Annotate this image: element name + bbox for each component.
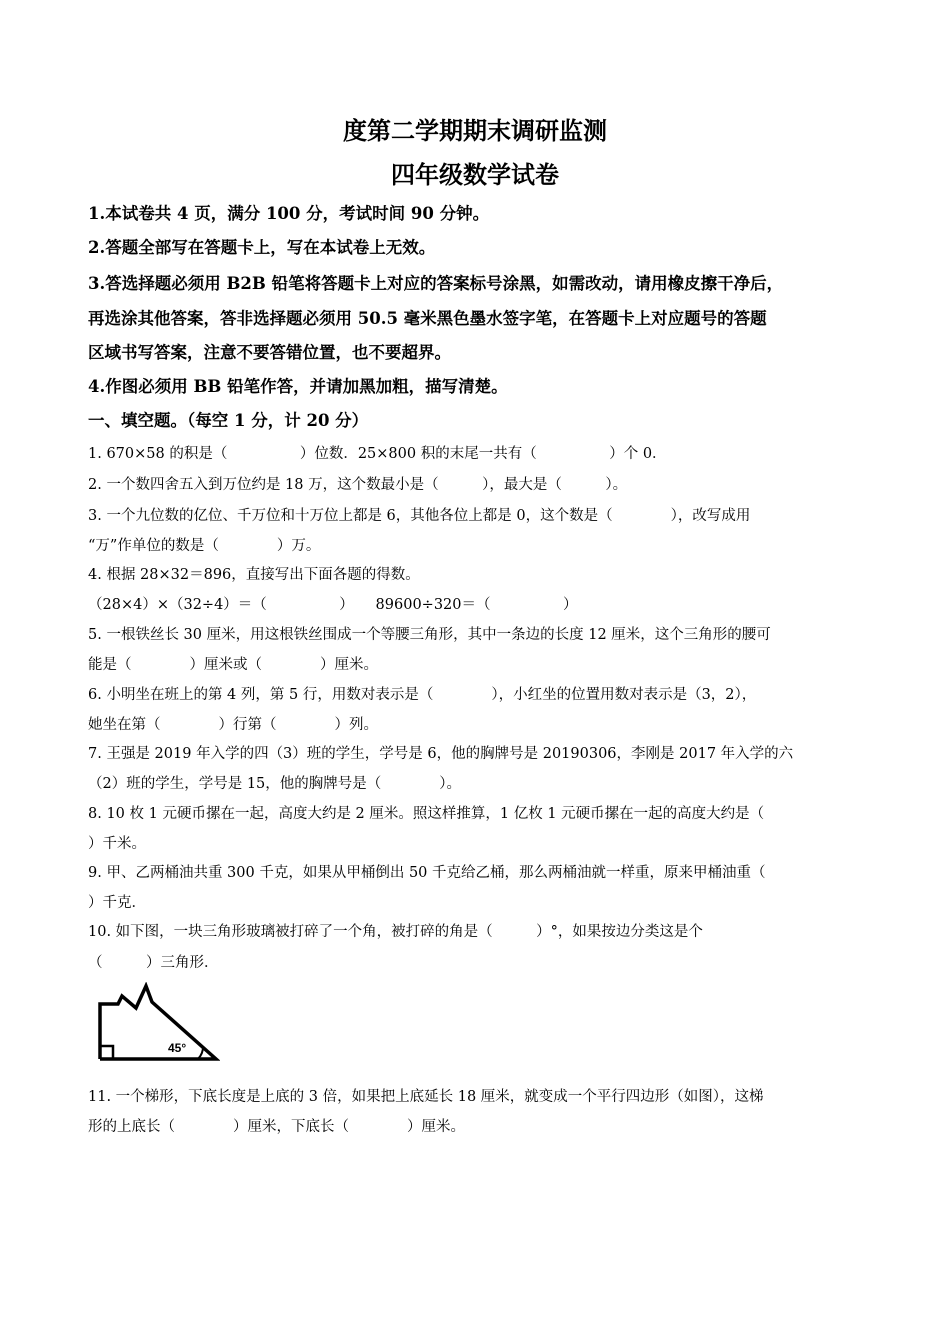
section-heading: 一、填空题。（每空 1 分，计 20 分） xyxy=(88,411,369,430)
question-5: 5. 一根铁丝长 30 厘米，用这根铁丝围成一个等腰三角形，其中一条边的长度 12 厘米，这个三角形的腰可 xyxy=(88,627,771,643)
question-9-cont: ）千克． xyxy=(88,895,146,911)
instruction-3-cont: 再选涂其他答案，答非选择题必须用 50.5 毫米黑色墨水签字笔，在答题卡上对应题号的答题 xyxy=(88,309,767,328)
question-7-cont: （2）班的学生，学号是 15，他的胸牌号是（ ）。 xyxy=(88,776,462,792)
question-5-cont: 能是（ ）厘米或（ ）厘米。 xyxy=(88,657,378,673)
right-angle-mark xyxy=(100,1046,113,1059)
instruction-3: 3.答选择题必须用 B2B 铅笔将答题卡上对应的答案标号涂黑，如需改动，请用橡皮擦干净后， xyxy=(88,274,784,293)
question-6-cont: 她坐在第（ ）行第（ ）列。 xyxy=(88,717,378,733)
angle-arc xyxy=(198,1046,203,1059)
question-1: 1. 670×58 的积是（ ）位数．25×800 积的末尾一共有（ ）个 0． xyxy=(88,446,667,462)
instruction-4: 4.作图必须用 BB 铅笔作答，并请加黑加粗，描写清楚。 xyxy=(88,377,508,396)
question-4-items: （28×4）×（32÷4）＝（ ） 89600÷320＝（ ） xyxy=(88,597,578,613)
question-3-cont: “万”作单位的数是（ ）万。 xyxy=(88,538,321,554)
angle-label: 45° xyxy=(168,1041,187,1055)
broken-triangle-figure xyxy=(96,982,220,1062)
exam-title: 度第二学期期末调研监测 xyxy=(343,116,607,145)
question-6: 6. 小明坐在班上的第 4 列，第 5 行，用数对表示是（ ），小红坐的位置用数对表示是（3，2）， xyxy=(88,687,757,703)
question-9: 9. 甲、乙两桶油共重 300 千克，如果从甲桶倒出 50 千克给乙桶，那么两桶油就一样重，原来甲桶油重（ xyxy=(88,865,766,881)
question-10-cont: （ ）三角形． xyxy=(88,955,219,971)
exam-subtitle: 四年级数学试卷 xyxy=(391,160,559,189)
question-10: 10. 如下图，一块三角形玻璃被打碎了一个角，被打碎的角是（ ）°，如果按边分类这是个 xyxy=(88,924,703,940)
instruction-3-cont2: 区域书写答案，注意不要答错位置，也不要超界。 xyxy=(88,343,451,362)
question-2: 2. 一个数四舍五入到万位约是 18 万，这个数最小是（ ），最大是（ ）。 xyxy=(88,477,628,493)
question-8-cont: ）千米。 xyxy=(88,836,146,852)
question-11-cont: 形的上底长（ ）厘米，下底长（ ）厘米。 xyxy=(88,1119,465,1135)
question-4: 4. 根据 28×32＝896，直接写出下面各题的得数。 xyxy=(88,567,420,583)
instruction-1: 1.本试卷共 4 页，满分 100 分，考试时间 90 分钟。 xyxy=(88,204,490,223)
broken-triangle-outline xyxy=(100,986,216,1059)
question-8: 8. 10 枚 1 元硬币摞在一起，高度大约是 2 厘米。照这样推算，1 亿枚 1 元硬币摞在一起的高度大约是（ xyxy=(88,806,765,822)
instruction-2: 2.答题全部写在答题卡上，写在本试卷上无效。 xyxy=(88,238,436,257)
question-7: 7. 王强是 2019 年入学的四（3）班的学生，学号是 6，他的胸牌号是 20190306，李刚是 2017 年入学的六 xyxy=(88,746,794,762)
question-3: 3. 一个九位数的亿位、千万位和十万位上都是 6，其他各位上都是 0，这个数是（ ），改写成用 xyxy=(88,508,751,524)
question-11: 11. 一个梯形，下底长度是上底的 3 倍，如果把上底延长 18 厘米，就变成一个平行四边形（如图），这梯 xyxy=(88,1089,764,1105)
